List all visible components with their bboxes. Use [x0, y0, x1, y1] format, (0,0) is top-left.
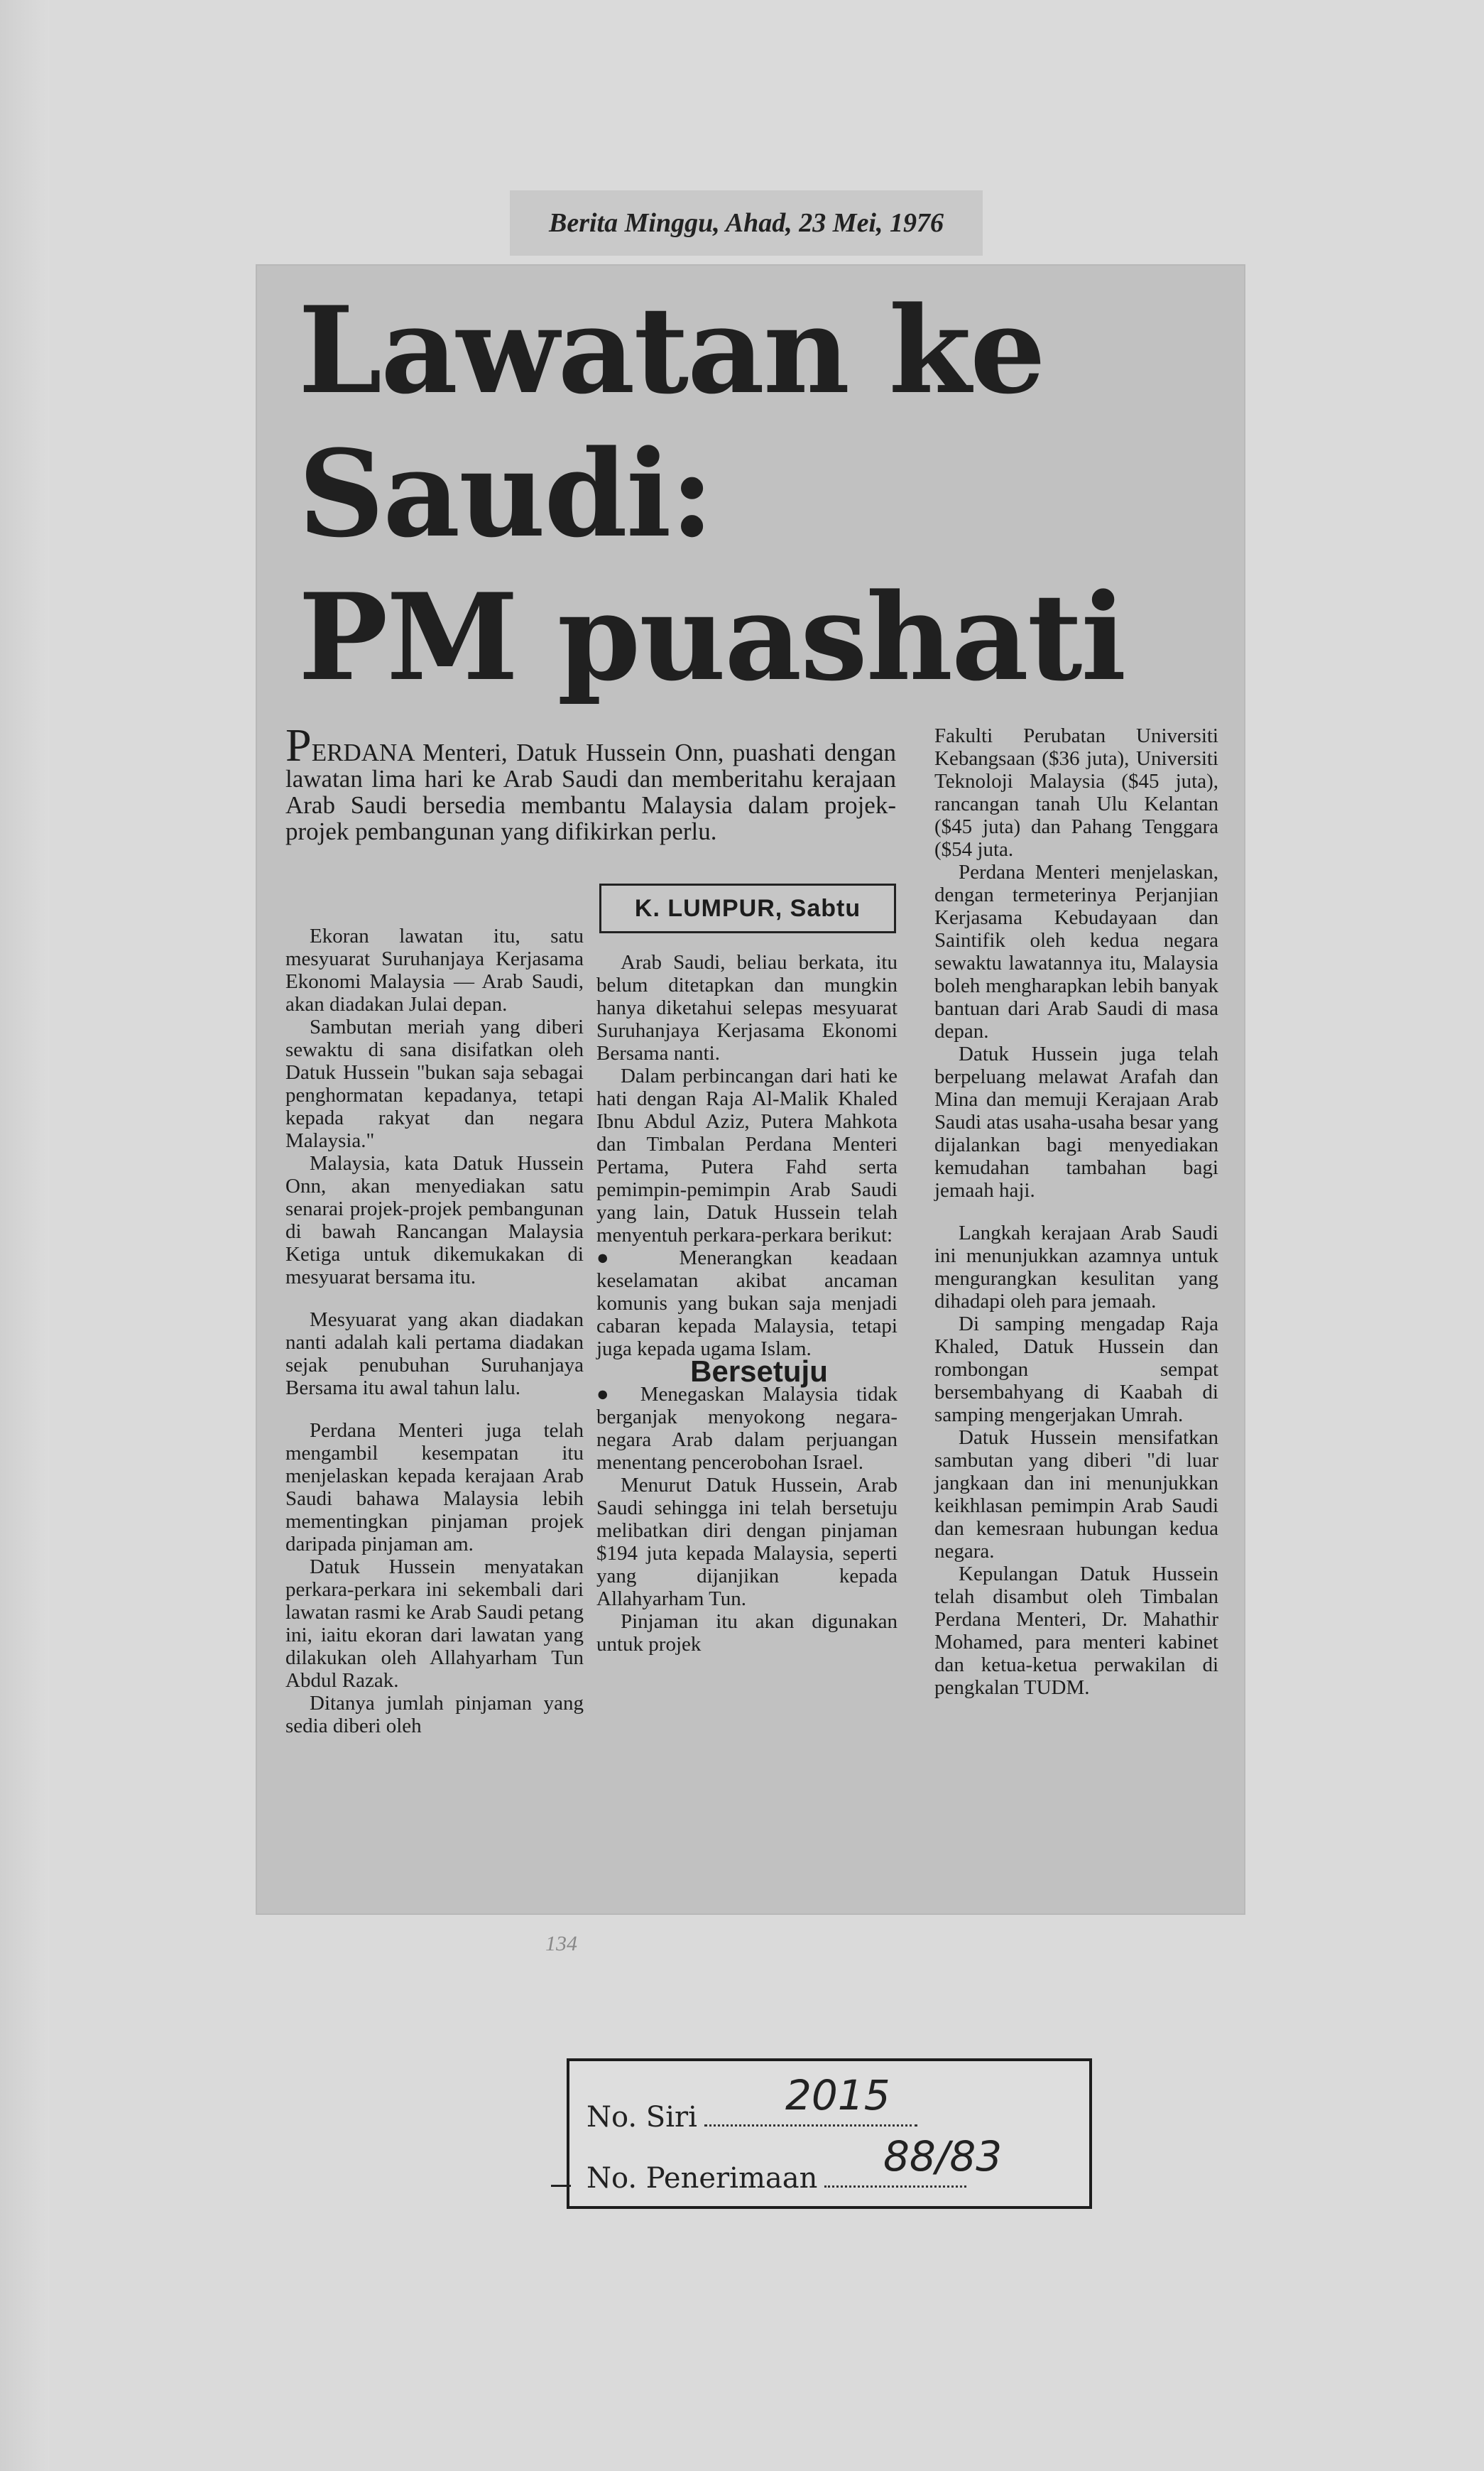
paragraph: Fakulti Perubatan Universiti Kebangsaan ($36 juta), Universiti Teknoloji Malaysia ($45 juta), rancangan tanah Ulu Kelantan ($45 juta) dan Pahang Tenggara ($54 juta.	[934, 724, 1218, 861]
paragraph: Datuk Hussein menyatakan perkara-perkara ini sekembali dari lawatan rasmi ke Arab Saudi petang ini, iaitu ekoran dari lawatan yang dilakukan oleh Allahyarham Tun Abdul Razak.	[285, 1555, 584, 1692]
subheading: Bersetuju	[690, 1354, 828, 1388]
headline-line-2: Saudi:	[298, 423, 713, 564]
bullet-paragraph: ● Menerangkan keadaan keselamatan akibat ancaman komunis yang bukan saja menjadi cabaran kepada Malaysia, tetapi juga kepada ugama Islam.	[596, 1247, 898, 1360]
headline	[298, 278, 1235, 709]
lead-paragraph	[285, 719, 896, 845]
siri-label: No. Siri	[586, 2101, 697, 2134]
newspaper-clipping	[257, 266, 1244, 1913]
paragraph: Langkah kerajaan Arab Saudi ini menunjukkan azamnya untuk mengurangkan kesulitan yang dihadapi oleh para jemaah.	[934, 1222, 1218, 1313]
article-column-2	[596, 951, 898, 1656]
bullet-paragraph: ● Menegaskan Malaysia tidak berganjak menyokong negara-negara Arab dalam perjuangan menentang pencerobohan Israel.	[596, 1383, 898, 1474]
paragraph: Mesyuarat yang akan diadakan nanti adalah kali pertama diadakan sejak penubuhan Suruhanjaya Bersama itu awal tahun lalu.	[285, 1308, 584, 1399]
paragraph: Dalam perbincangan dari hati ke hati dengan Raja Al-Malik Khaled Ibnu Abdul Aziz, Putera Mahkota dan Timbalan Perdana Menteri Pertama, Putera Fahd serta pemimpin-pemimpin Arab Saudi yang lain, Datuk Hussein telah menyentuh perkara-perkara berikut:	[596, 1065, 898, 1247]
paragraph: Kepulangan Datuk Hussein telah disambut oleh Timbalan Perdana Menteri, Dr. Mahathir Mohamed, para menteri kabinet dan ketua-ketua perwakilan di pengkalan TUDM.	[934, 1563, 1218, 1699]
register-stamp	[567, 2058, 1092, 2209]
paragraph: Di samping mengadap Raja Khaled, Datuk Hussein dan rombongan sempat bersembahyang di Kaabah di samping mengerjakan Umrah.	[934, 1313, 1218, 1426]
lead-text: ERDANA Menteri, Datuk Hussein Onn, puashati dengan lawatan lima hari ke Arab Saudi dan memberitahu kerajaan Arab Saudi bersedia membantu Malaysia dalam projek-projek pembangunan yang difikirkan perlu.	[285, 739, 896, 845]
newspaper-dateline: Berita Minggu, Ahad, 23 Mei, 1976	[510, 190, 983, 256]
paragraph: Datuk Hussein juga telah berpeluang melawat Arafah dan Mina dan memuji Kerajaan Arab Saudi atas usaha-usaha besar yang dijalankan bagi menyediakan kemudahan tambahan bagi jemaah haji.	[934, 1043, 1218, 1202]
article-column-1	[285, 925, 584, 1737]
byline-box: K. LUMPUR, Sabtu	[599, 884, 896, 933]
paragraph: Arab Saudi, beliau berkata, itu belum ditetapkan dan mungkin hanya diketahui selepas mesyuarat Suruhanjaya Kerjasama Ekonomi Bersama nanti.	[596, 951, 898, 1065]
paragraph: Malaysia, kata Datuk Hussein Onn, akan menyediakan satu senarai projek-projek pembangunan di bawah Rancangan Malaysia Ketiga untuk dikemukakan di mesyuarat bersama itu.	[285, 1152, 584, 1288]
drop-cap: P	[285, 719, 312, 771]
article-column-3	[934, 724, 1218, 1699]
paragraph: Datuk Hussein mensifatkan sambutan yang diberi "di luar jangkaan dan ini menunjukkan keikhlasan pemimpin Arab Saudi dan kemesraan hubungan kedua negara.	[934, 1426, 1218, 1563]
paragraph: Ditanya jumlah pinjaman yang sedia diberi oleh	[285, 1692, 584, 1737]
paragraph: Menurut Datuk Hussein, Arab Saudi sehingga ini telah bersetuju melibatkan diri dengan pinjaman $194 juta kepada Malaysia, seperti yang dijanjikan kepada Allahyarham Tun.	[596, 1474, 898, 1610]
paragraph: Perdana Menteri juga telah mengambil kesempatan itu menjelaskan kepada kerajaan Arab Saudi bahawa Malaysia lebih mementingkan pinjaman projek daripada pinjaman am.	[285, 1419, 584, 1555]
siri-handwritten-value: 2015	[785, 2071, 890, 2119]
page-number: 134	[545, 1932, 577, 1955]
headline-line-3: PM puashati	[298, 567, 1125, 707]
headline-line-1: Lawatan ke	[298, 280, 1044, 420]
page-edge	[0, 0, 50, 2471]
paragraph: Ekoran lawatan itu, satu mesyuarat Suruhanjaya Kerjasama Ekonomi Malaysia — Arab Saudi, akan diadakan Julai depan.	[285, 925, 584, 1016]
paragraph: Perdana Menteri menjelaskan, dengan termeterinya Perjanjian Kerjasama Kebudayaan dan Saintifik oleh kedua negara sewaktu lawatannya itu, Malaysia boleh mengharapkan lebih banyak bantuan dari Arab Saudi di masa depan.	[934, 861, 1218, 1043]
margin-mark	[551, 2185, 571, 2187]
penerimaan-handwritten-value: 88/83	[883, 2132, 1003, 2181]
paragraph: Pinjaman itu akan digunakan untuk projek	[596, 1610, 898, 1656]
paragraph: Sambutan meriah yang diberi sewaktu di sana disifatkan oleh Datuk Hussein "bukan saja sebagai penghormatan kepadanya, tetapi kepada rakyat dan negara Malaysia."	[285, 1016, 584, 1152]
penerimaan-label: No. Penerimaan	[586, 2162, 818, 2195]
